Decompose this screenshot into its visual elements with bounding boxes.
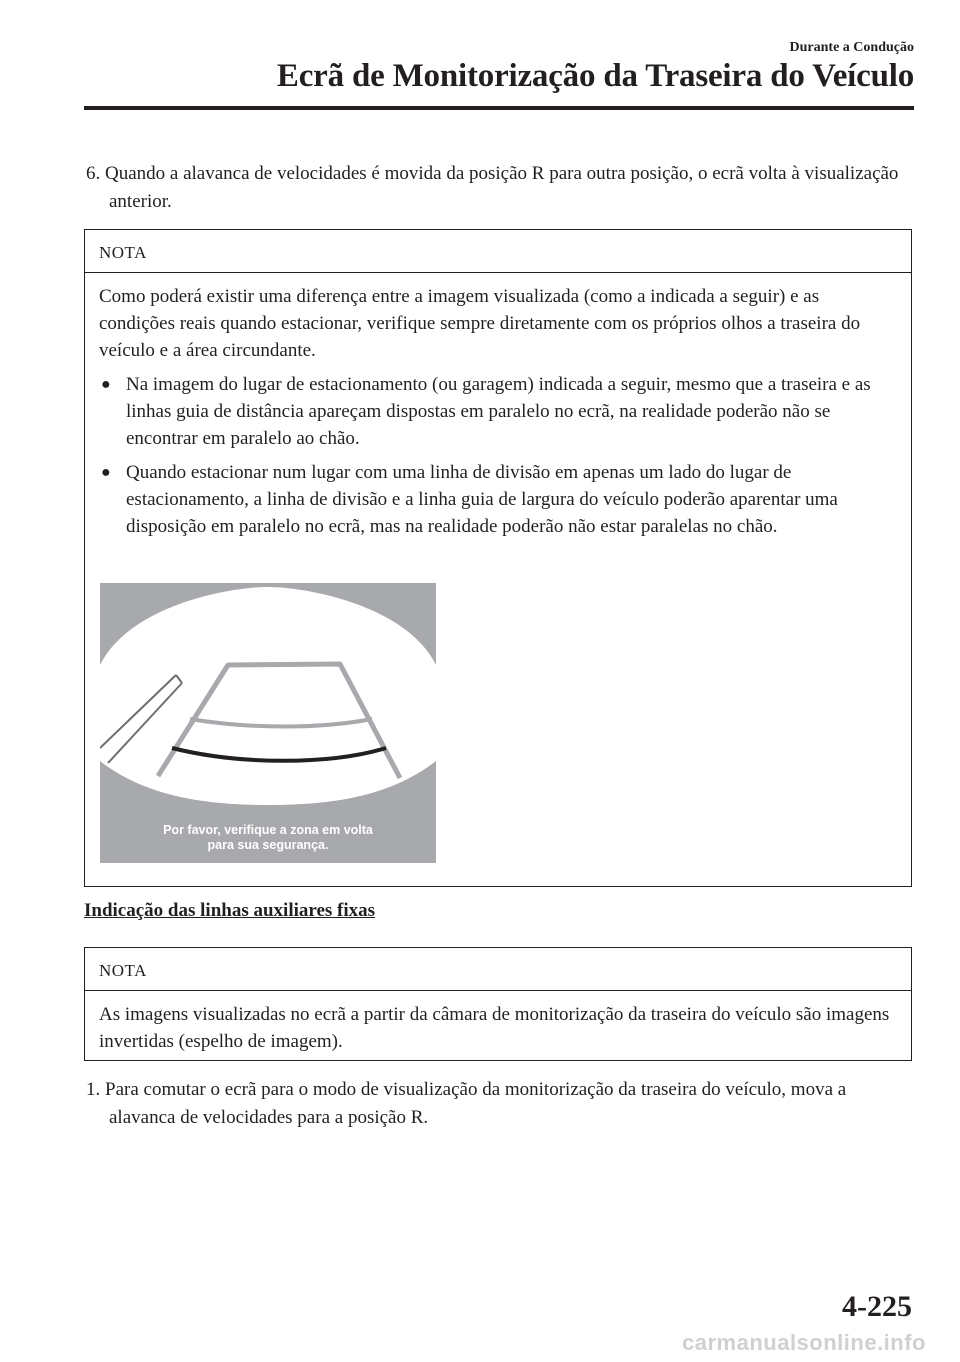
step-6-text: 6. Quando a alavanca de velocidades é movida da posição R para outra posição, o ecrã volta à visualização anterior.: [86, 163, 899, 212]
page-title: Ecrã de Monitorização da Traseira do Veículo: [276, 58, 914, 94]
note-1-bullet-text: Quando estacionar num lugar com uma linha de divisão em apenas um lado do lugar de estacionamento, a linha de divisão e a linha guia de largura do veículo poderão aparentar uma disposição em paralelo no ecrã, mas na realidade poderão não estar paralelas no chão.: [126, 462, 838, 537]
note-2-heading: NOTA: [85, 948, 911, 991]
note-1-bullet-item: [99, 371, 897, 452]
note-1-body: [85, 273, 911, 540]
bullet-icon: ●: [101, 464, 111, 481]
note-1-paragraph: Como poderá existir uma diferença entre a imagem visualizada (como a indicada a seguir) e as condições reais quando estacionar, verifique sempre diretamente com os próprios olhos a traseira do veículo e a área circundante.: [99, 286, 861, 361]
section-subheading: Indicação das linhas auxiliares fixas: [84, 900, 376, 921]
camera-view-area: [100, 587, 436, 805]
running-header-section: Durante a Condução: [789, 40, 914, 55]
note-2-body: [85, 991, 911, 1055]
note-1-bullet-item: [99, 459, 897, 540]
camera-warning-line-1: Por favor, verifique a zona em volta: [163, 823, 373, 837]
note-2-paragraph: As imagens visualizadas no ecrã a partir da câmara de monitorização da traseira do veículo são imagens invertidas (espelho de imagem).: [99, 1004, 890, 1052]
header-divider: [84, 106, 914, 110]
note-1-bullet-text: Na imagem do lugar de estacionamento (ou garagem) indicada a seguir, mesmo que a traseira e as linhas guia de distância apareçam dispostas em paralelo no ecrã, na realidade poderão não se encontrar em paralelo ao chão.: [126, 374, 871, 449]
note-box-2: [84, 947, 912, 1061]
step-1-text: 1. Para comutar o ecrã para o modo de visualização da monitorização da traseira do veículo, mova a alavanca de velocidades para a posição R.: [86, 1079, 847, 1128]
bullet-icon: ●: [101, 376, 111, 393]
page-number: 4-225: [842, 1290, 912, 1323]
camera-warning-text: [100, 823, 436, 853]
watermark: carmanualsonline.info: [682, 1330, 926, 1355]
rear-camera-view-graphic: [100, 583, 436, 863]
rear-camera-illustration: [100, 583, 436, 863]
note-1-heading: NOTA: [85, 230, 911, 273]
camera-warning-line-2: para sua segurança.: [207, 838, 329, 852]
